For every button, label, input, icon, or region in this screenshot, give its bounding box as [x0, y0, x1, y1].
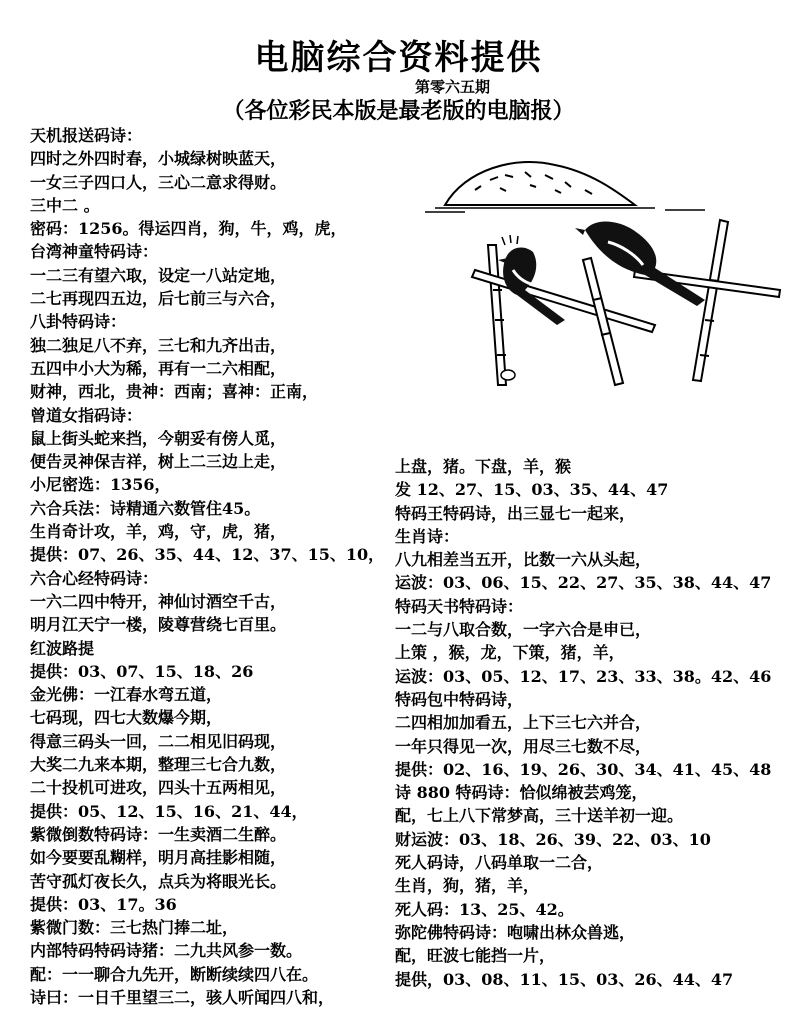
- left-column-line: 财神，西北，贵神：西南；喜神：正南，: [30, 382, 319, 402]
- left-column-line: 鼠上街头蛇来挡，今朝妥有傍人觅，: [30, 428, 287, 448]
- right-column-line: 上盘，猪。下盘，羊，猴: [395, 457, 572, 476]
- left-column-line: 八卦特码诗：: [30, 312, 127, 332]
- left-column-line: 七码现，四七大数爆今期，: [30, 708, 223, 728]
- right-column-line: 特码王特码诗，出三显七一起来，: [395, 503, 636, 523]
- right-column-line: 运波：03、05、12、17、23、33、38。42、46: [395, 666, 772, 686]
- right-column-line: 提供：02、16、19、26、30、34、41、45、48: [395, 759, 772, 779]
- left-column-line: 六合兵法：诗精通六数管住45。: [30, 498, 261, 518]
- right-column-line: 诗 880 特码诗：恰似绵被芸鸡笼，: [395, 783, 648, 803]
- right-column-line: 死人码诗，八码单取一二合，: [395, 853, 604, 873]
- page-title: 电脑综合资料提供: [254, 38, 543, 78]
- right-column-line: 生肖，狗，猪，羊，: [395, 876, 540, 896]
- left-column-line: 四时之外四时春，小城绿树映蓝天，: [30, 149, 287, 169]
- right-column-line: 八九相差当五开，比数一六从头起，: [395, 550, 652, 570]
- right-column-line: 配，七上八下常梦高，三十送羊初一迎。: [395, 806, 684, 826]
- magpies-on-bamboo-illustration: [405, 150, 795, 390]
- right-column-line: 一年只得见一次，用尽三七数不尽，: [395, 736, 652, 756]
- right-column-line: 特码包中特码诗，: [395, 689, 524, 709]
- left-column-line: 诗曰：一日千里望三二，骇人听闻四八和，: [30, 987, 335, 1007]
- left-column-line: 小尼密选：1356，: [30, 475, 171, 495]
- left-column-line: 三中二 。: [30, 195, 100, 215]
- right-column-line: 弥陀佛特码诗：咆啸出林众兽逃，: [395, 922, 636, 942]
- left-column-line: 一六二四中特开，神仙讨酒空千古，: [30, 591, 287, 611]
- right-column-line: 配，旺波七能挡一片，: [395, 946, 556, 966]
- left-column-line: 紫微倒数特码诗：一生卖酒二生醉。: [30, 824, 287, 844]
- left-column-line: 红波路提: [30, 638, 95, 658]
- page-subtitle: （各位彩民本版是最老版的电脑报）: [222, 98, 575, 124]
- left-column-line: 提供：03、07、15、18、26: [30, 661, 254, 681]
- right-text-column: [395, 455, 790, 991]
- right-column-line: 发 12、27、15、03、35、44、47: [395, 480, 669, 500]
- left-column-line: 一二三有望六取，设定一八站定地，: [30, 265, 287, 285]
- left-column-line: 提供：03、17。36: [30, 894, 177, 914]
- left-column-line: 得意三码头一回，二二相见旧码现，: [30, 731, 287, 751]
- right-column-line: 特码天书特码诗：: [395, 596, 524, 616]
- left-column-line: 提供：07、26、35、44、12、37、15、10，: [30, 545, 385, 565]
- left-column-line: 明月江天宁一楼，陵尊营绕七百里。: [30, 615, 287, 635]
- right-column-line: 上策 ，猴，龙，下策，猪，羊，: [395, 643, 625, 663]
- left-column-line: 台湾神童特码诗：: [30, 242, 159, 262]
- right-column-line: 生肖诗：: [395, 526, 460, 546]
- left-column-line: 密码：1256。得运四肖，狗，牛，鸡，虎，: [30, 219, 347, 239]
- right-column-line: 提供，03、08、11、15、03、26、44、47: [395, 969, 734, 989]
- left-column-line: 紫微门数：三七热门捧二址，: [30, 918, 239, 938]
- left-column-line: 如今要要乱糊样，明月高挂影相随，: [30, 848, 287, 868]
- left-column-line: 天机报送码诗：: [30, 126, 143, 145]
- left-column-line: 苦守孤灯夜长久，点兵为将眼光长。: [30, 871, 287, 891]
- left-column-line: 便告灵神保吉祥，树上二三边上走，: [30, 452, 287, 472]
- left-column-line: 二十投机可进攻，四头十五两相见，: [30, 778, 287, 798]
- left-column-line: 六合心经特码诗：: [30, 568, 159, 588]
- left-column-line: 内部特码特码诗猪：二九共风参一数。: [30, 941, 303, 961]
- left-column-line: 金光佛：一江春水弯五道，: [30, 685, 223, 705]
- right-column-line: 死人码：13、25、42。: [395, 899, 574, 919]
- left-column-line: 大奖二九来本期，整理三七合九数，: [30, 755, 287, 775]
- right-column-line: 一二与八取合数，一字六合是申已，: [395, 620, 652, 640]
- left-column-line: 五四中小大为稀，再有一二六相配，: [30, 358, 287, 378]
- right-column-line: 财运波：03、18、26、39、22、03、10: [395, 829, 711, 849]
- right-column-line: 运波：03、06、15、22、27、35、38、44、47: [395, 573, 772, 593]
- left-text-column: [30, 124, 385, 1009]
- egg-drawing: [501, 370, 515, 380]
- left-column-line: 曾道女指码诗：: [30, 405, 143, 425]
- hill-drawing: [425, 162, 705, 212]
- left-column-line: 配：一一聊合九先开，断断续续四八在。: [30, 964, 319, 984]
- right-column-line: 二四相加加看五，上下三七六并合，: [395, 713, 652, 733]
- issue-number: 第零六五期: [415, 78, 491, 96]
- left-column-line: 生肖奇计攻，羊，鸡，守，虎，猪，: [30, 522, 287, 542]
- left-column-line: 一女三子四口人，三心二意求得财。: [30, 172, 287, 192]
- left-column-line: 二七再现四五边，后七前三与六合，: [30, 289, 287, 309]
- left-column-line: 提供：05、12、15、16、21、44，: [30, 801, 308, 821]
- left-column-line: 独二独足八不弃，三七和九齐出击，: [30, 335, 287, 355]
